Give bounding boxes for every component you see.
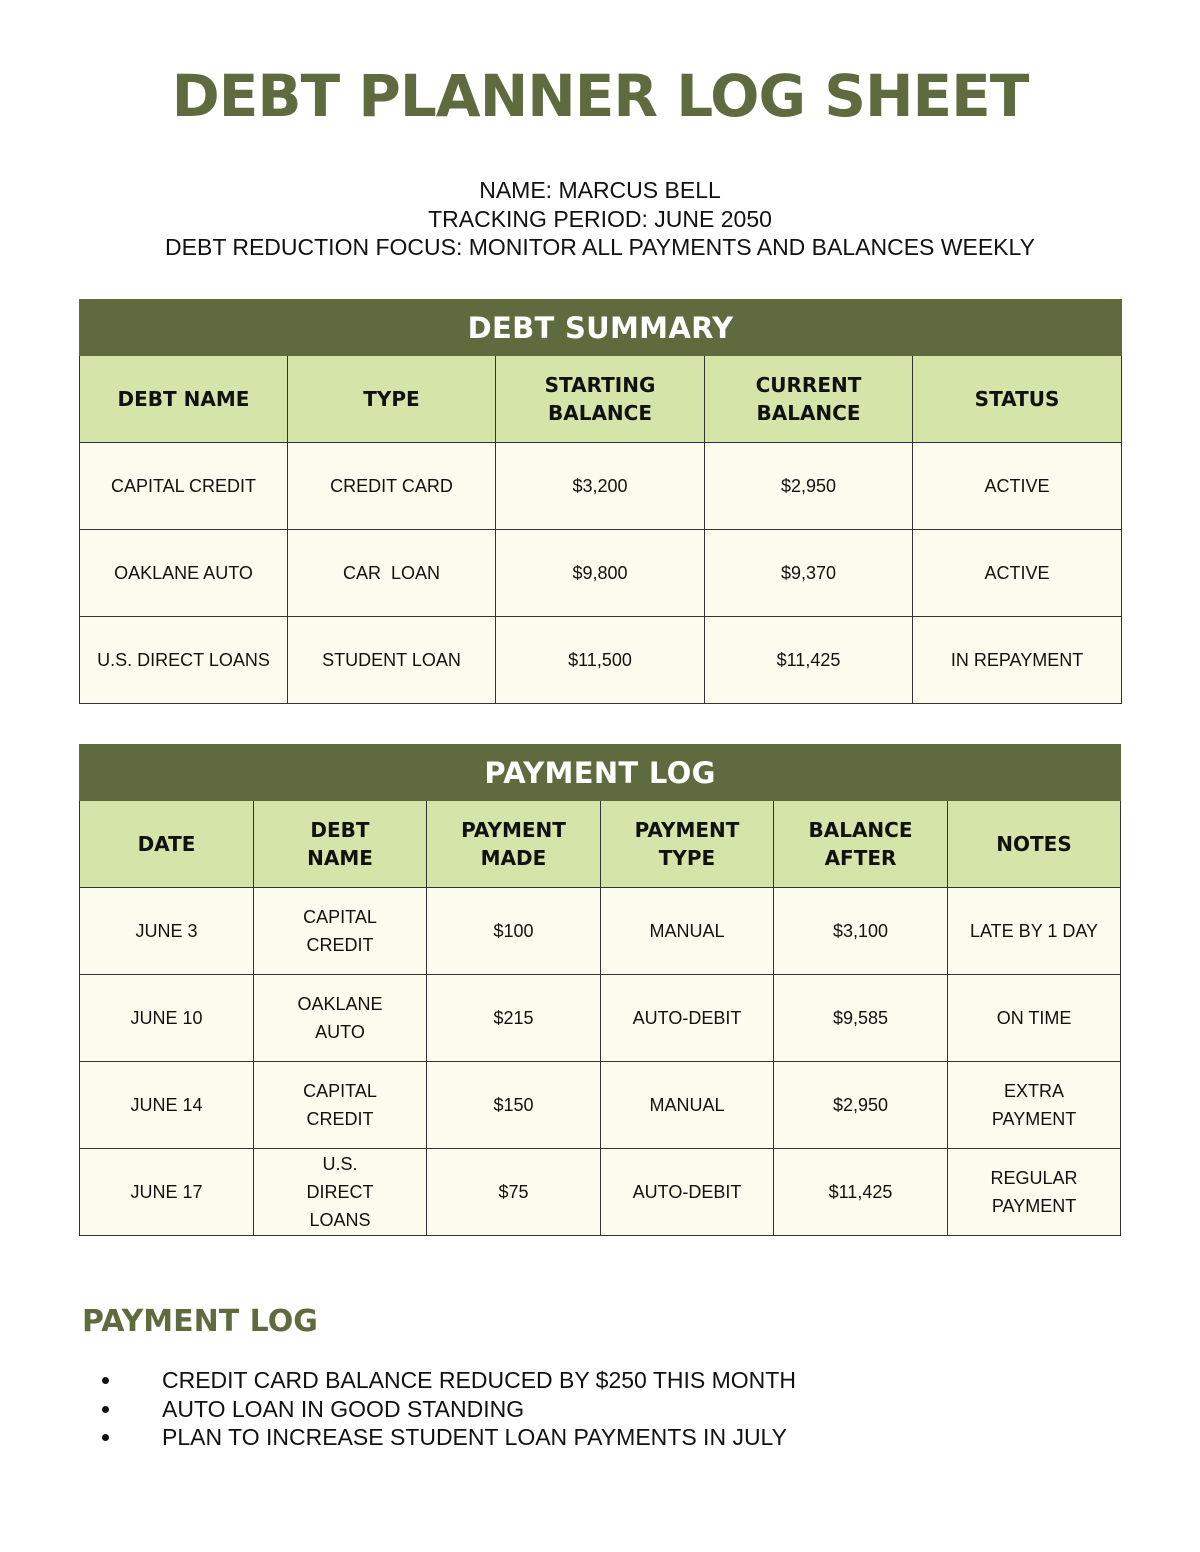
note-text: PLAN TO INCREASE STUDENT LOAN PAYMENTS IN JULY — [162, 1424, 787, 1450]
type-cell: CAR LOAN — [288, 530, 496, 617]
starting-balance-cell: $9,800 — [496, 530, 705, 617]
status-cell: ACTIVE — [913, 530, 1122, 617]
payment-made-cell: $215 — [427, 975, 601, 1062]
starting-balance-cell: $11,500 — [496, 617, 705, 704]
payment-made-cell: $75 — [427, 1149, 601, 1236]
current-balance-cell: $2,950 — [705, 443, 913, 530]
debt-name-cell: CAPITAL CREDIT — [254, 1062, 427, 1149]
table-row — [80, 617, 1122, 704]
payment-made-cell: $150 — [427, 1062, 601, 1149]
payment-type-cell: AUTO-DEBIT — [601, 975, 774, 1062]
balance-after-cell: $2,950 — [774, 1062, 948, 1149]
payment-type-cell: MANUAL — [601, 888, 774, 975]
balance-after-cell: $11,425 — [774, 1149, 948, 1236]
debt-name-cell: CAPITAL CREDIT — [254, 888, 427, 975]
list-item — [100, 1423, 796, 1452]
notes-cell: REGULAR PAYMENT — [948, 1149, 1121, 1236]
type-cell: CREDIT CARD — [288, 443, 496, 530]
note-text: AUTO LOAN IN GOOD STANDING — [162, 1395, 525, 1422]
debt-name-cell: CAPITAL CREDIT — [80, 443, 288, 530]
column-header-notes: NOTES — [948, 801, 1121, 888]
debt-name-cell: OAKLANE AUTO — [254, 975, 427, 1062]
status-cell: ACTIVE — [913, 443, 1122, 530]
balance-after-cell: $9,585 — [774, 975, 948, 1062]
name-line: NAME: MARCUS BELL — [479, 177, 721, 203]
notes-cell: LATE BY 1 DAY — [948, 888, 1121, 975]
column-header-type: TYPE — [288, 356, 496, 443]
payment-made-cell: $100 — [427, 888, 601, 975]
status-cell: IN REPAYMENT — [913, 617, 1122, 704]
bullet-icon — [102, 1377, 109, 1384]
bullet-icon — [102, 1434, 109, 1441]
current-balance-cell: $11,425 — [705, 617, 913, 704]
bullet-icon — [102, 1406, 109, 1413]
payment-log-table — [79, 744, 1121, 1236]
column-header-current-balance: CURRENT BALANCE — [705, 356, 913, 443]
type-cell: STUDENT LOAN — [288, 617, 496, 704]
column-header-starting-balance: STARTING BALANCE — [496, 356, 705, 443]
column-header-debt-name: DEBT NAME — [254, 801, 427, 888]
date-cell: JUNE 14 — [80, 1062, 254, 1149]
column-header-payment-type: PAYMENT TYPE — [601, 801, 774, 888]
date-cell: JUNE 3 — [80, 888, 254, 975]
column-header-payment-made: PAYMENT MADE — [427, 801, 601, 888]
note-text: CREDIT CARD BALANCE REDUCED BY $250 THIS MONTH — [162, 1367, 796, 1393]
list-item — [100, 1395, 796, 1424]
balance-after-cell: $3,100 — [774, 888, 948, 975]
notes-heading: PAYMENT LOG — [82, 1304, 318, 1339]
debt-name-cell: U.S. DIRECT LOANS — [80, 617, 288, 704]
table-row — [80, 1149, 1121, 1236]
column-header-debt-name: DEBT NAME — [80, 356, 288, 443]
table-row — [80, 975, 1121, 1062]
table-row — [80, 443, 1122, 530]
table-row — [80, 530, 1122, 617]
table-row — [80, 1062, 1121, 1149]
date-cell: JUNE 10 — [80, 975, 254, 1062]
column-header-balance-after: BALANCE AFTER — [774, 801, 948, 888]
payment-type-cell: MANUAL — [601, 1062, 774, 1149]
starting-balance-cell: $3,200 — [496, 443, 705, 530]
page-title: DEBT PLANNER LOG SHEET — [171, 62, 1029, 130]
column-header-status: STATUS — [913, 356, 1122, 443]
debt-name-cell: OAKLANE AUTO — [80, 530, 288, 617]
date-cell: JUNE 17 — [80, 1149, 254, 1236]
payment-log-title: PAYMENT LOG — [80, 745, 1121, 801]
debt-summary-table — [79, 299, 1122, 704]
notes-list — [100, 1366, 796, 1452]
list-item — [100, 1366, 796, 1395]
notes-cell: ON TIME — [948, 975, 1121, 1062]
info-block — [0, 176, 1200, 262]
notes-cell: EXTRA PAYMENT — [948, 1062, 1121, 1149]
debt-name-cell: U.S. DIRECT LOANS — [254, 1149, 427, 1236]
payment-type-cell: AUTO-DEBIT — [601, 1149, 774, 1236]
tracking-period-line: TRACKING PERIOD: JUNE 2050 — [428, 205, 772, 232]
table-row — [80, 888, 1121, 975]
column-header-date: DATE — [80, 801, 254, 888]
current-balance-cell: $9,370 — [705, 530, 913, 617]
debt-summary-title: DEBT SUMMARY — [80, 300, 1122, 356]
focus-line: DEBT REDUCTION FOCUS: MONITOR ALL PAYMENTS AND BALANCES WEEKLY — [165, 234, 1035, 260]
